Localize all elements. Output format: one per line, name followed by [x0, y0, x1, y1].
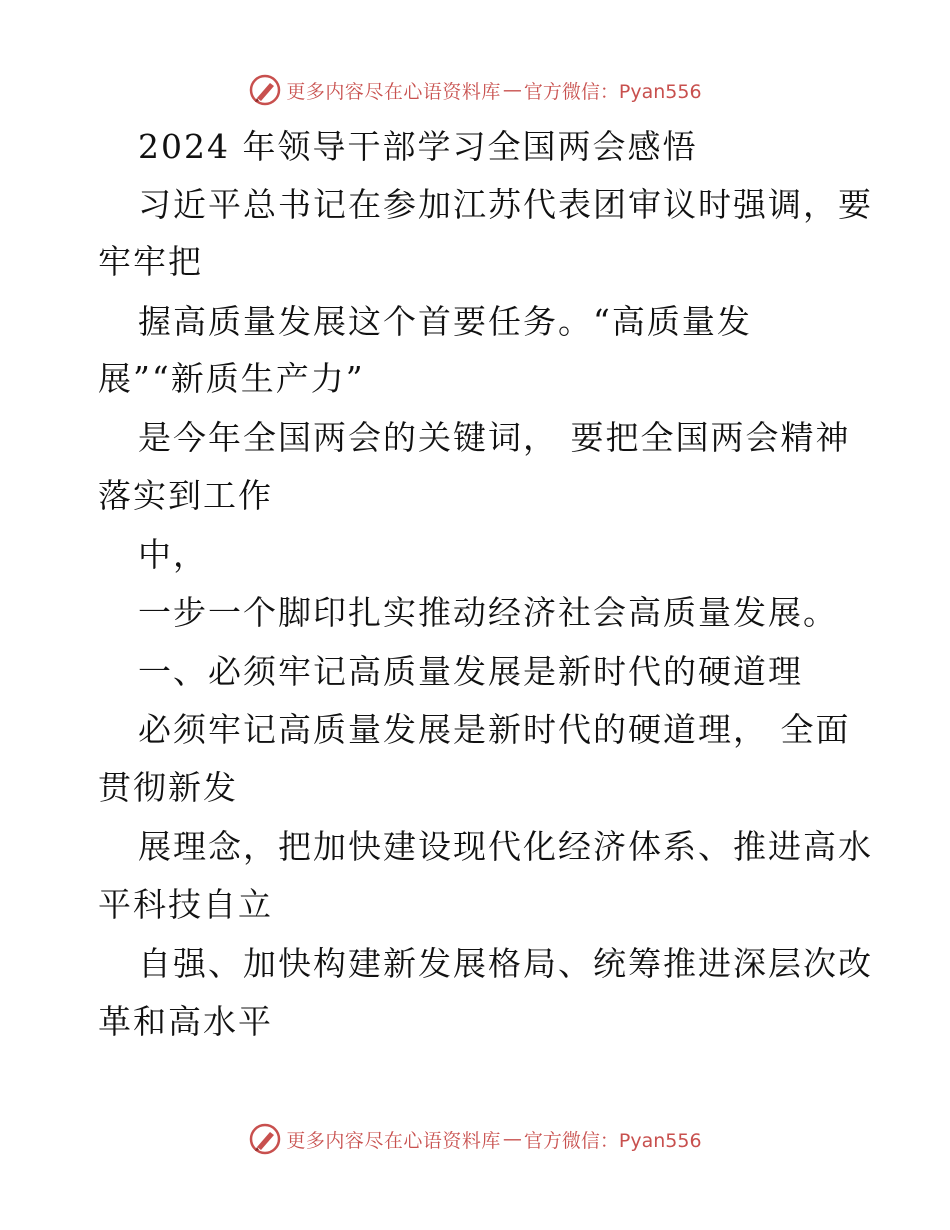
- footer-watermark: [0, 1119, 950, 1159]
- watermark-contact: 官方微信：Pyan556: [523, 1129, 702, 1152]
- watermark-contact: 官方微信：Pyan556: [523, 80, 702, 103]
- paragraph-line: 一步一个脚印扎实推动经济社会高质量发展。: [138, 593, 838, 632]
- paragraph-line: 展理念，把加快建设现代化经济体系、推进高水: [138, 827, 873, 866]
- paragraph-line: 贯彻新发: [98, 768, 238, 807]
- paragraph-line: 落实到工作: [98, 476, 273, 515]
- paragraph-line: 展”“新质生产力”: [98, 359, 365, 398]
- document-title: 2024 年领导干部学习全国两会感悟: [138, 127, 698, 166]
- pen-logo-icon: [248, 73, 282, 107]
- watermark-text: 更多内容尽在心语资料库: [286, 1129, 501, 1152]
- watermark-separator: —: [502, 79, 522, 101]
- paragraph-line: 中，: [138, 535, 208, 574]
- watermark-text: 更多内容尽在心语资料库: [286, 80, 501, 103]
- paragraph-line: 革和高水平: [98, 1002, 273, 1041]
- section-heading: 一、必须牢记高质量发展是新时代的硬道理: [138, 652, 803, 691]
- paragraph-line: 习近平总书记在参加江苏代表团审议时强调，要: [138, 185, 873, 224]
- paragraph-line: 平科技自立: [98, 885, 273, 924]
- paragraph-line: 自强、加快构建新发展格局、统筹推进深层次改: [138, 944, 873, 983]
- paragraph-line: 必须牢记高质量发展是新时代的硬道理， 全面: [138, 710, 851, 749]
- paragraph-line: 握高质量发展这个首要任务。“高质量发: [138, 302, 752, 341]
- paragraph-line: 牢牢把: [98, 242, 203, 281]
- paragraph-line: 是今年全国两会的关键词， 要把全国两会精神: [138, 418, 851, 457]
- header-watermark: [0, 70, 950, 110]
- pen-logo-icon: [248, 1122, 282, 1156]
- watermark-separator: —: [502, 1128, 522, 1150]
